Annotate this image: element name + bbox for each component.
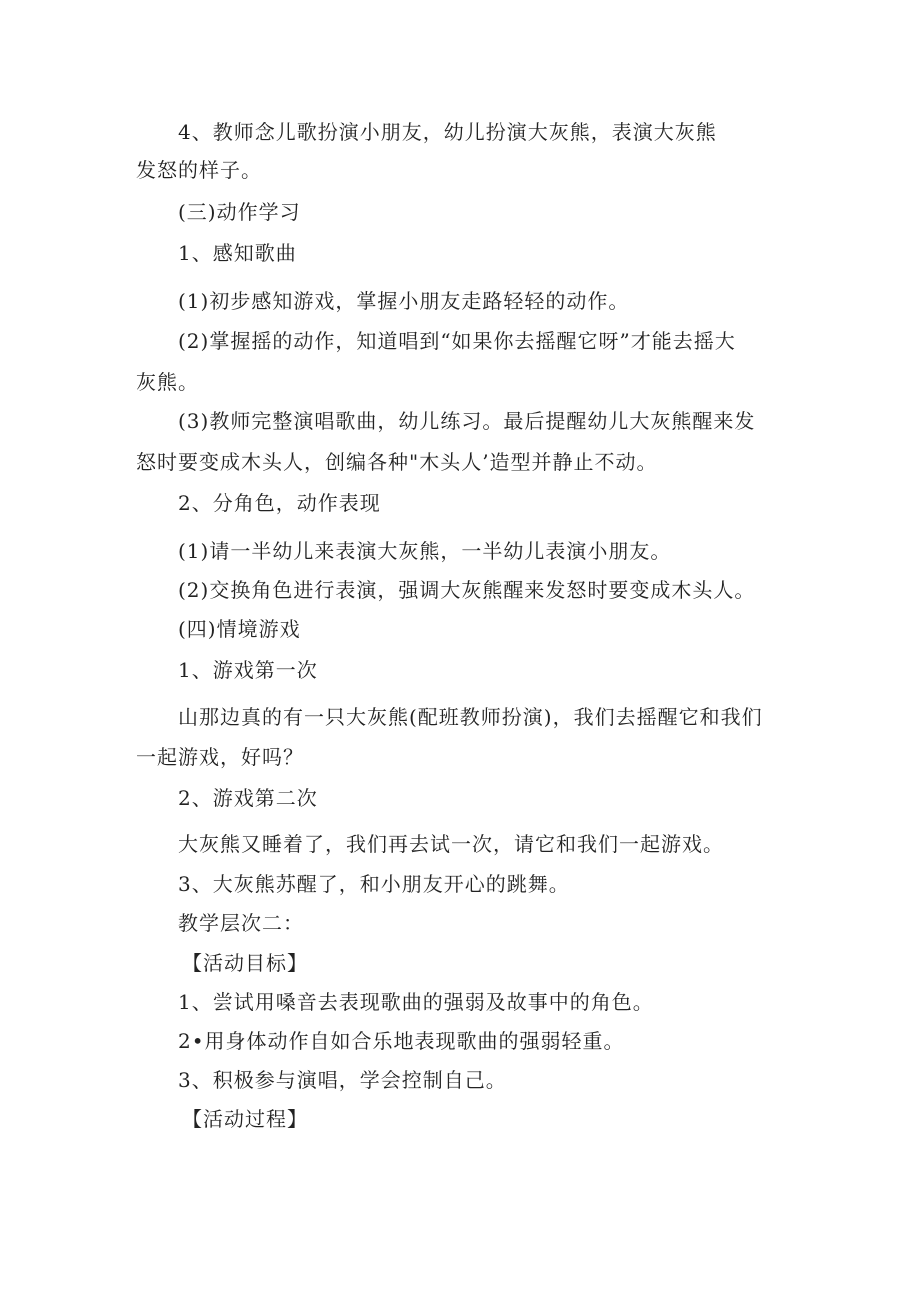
text-line: 山那边真的有一只大灰熊(配班教师扮演)，我们去摇醒它和我们 <box>178 705 763 729</box>
text-line: (3)教师完整演唱歌曲，幼儿练习。最后提醒幼儿大灰熊醒来发 <box>178 409 756 433</box>
text-line: 1、感知歌曲 <box>178 241 297 265</box>
section-heading: (四)情境游戏 <box>178 617 301 641</box>
section-heading: (三)动作学习 <box>178 200 301 224</box>
text-line: 1、游戏第一次 <box>178 658 318 682</box>
text-line: 3、大灰熊苏醒了，和小朋友开心的跳舞。 <box>178 872 570 896</box>
text-line: 怒时要变成木头人，创编各种"木头人’造型并静止不动。 <box>136 450 658 474</box>
text-line: 2•用身体动作自如合乐地表现歌曲的强弱轻重。 <box>178 1029 625 1053</box>
text-line: 4、教师念儿歌扮演小朋友，幼儿扮演大灰熊，表演大灰熊 <box>178 120 717 144</box>
section-heading: 【活动目标】 <box>182 951 308 975</box>
text-line: 一起游戏，好吗？ <box>136 745 304 769</box>
text-line: (2)掌握摇的动作，知道唱到“如果你去摇醒它呀”才能去摇大 <box>178 329 736 353</box>
text-line: 2、分角色，动作表现 <box>178 491 381 515</box>
text-line: 灰熊。 <box>136 370 199 394</box>
text-line: 2、游戏第二次 <box>178 786 318 810</box>
section-heading: 【活动过程】 <box>182 1107 308 1131</box>
text-line: (2)交换角色进行表演，强调大灰熊醒来发怒时要变成木头人。 <box>178 578 756 602</box>
text-line: 教学层次二： <box>178 911 304 935</box>
text-line: (1)请一半幼儿来表演大灰熊，一半幼儿表演小朋友。 <box>178 539 672 563</box>
text-line: 发怒的样子。 <box>136 158 262 182</box>
text-line: 1、尝试用嗓音去表现歌曲的强弱及故事中的角色。 <box>178 990 654 1014</box>
text-line: 大灰熊又睡着了，我们再去试一次，请它和我们一起游戏。 <box>178 832 724 856</box>
text-line: 3、积极参与演唱，学会控制自己。 <box>178 1068 507 1092</box>
text-line: (1)初步感知游戏，掌握小朋友走路轻轻的动作。 <box>178 289 630 313</box>
